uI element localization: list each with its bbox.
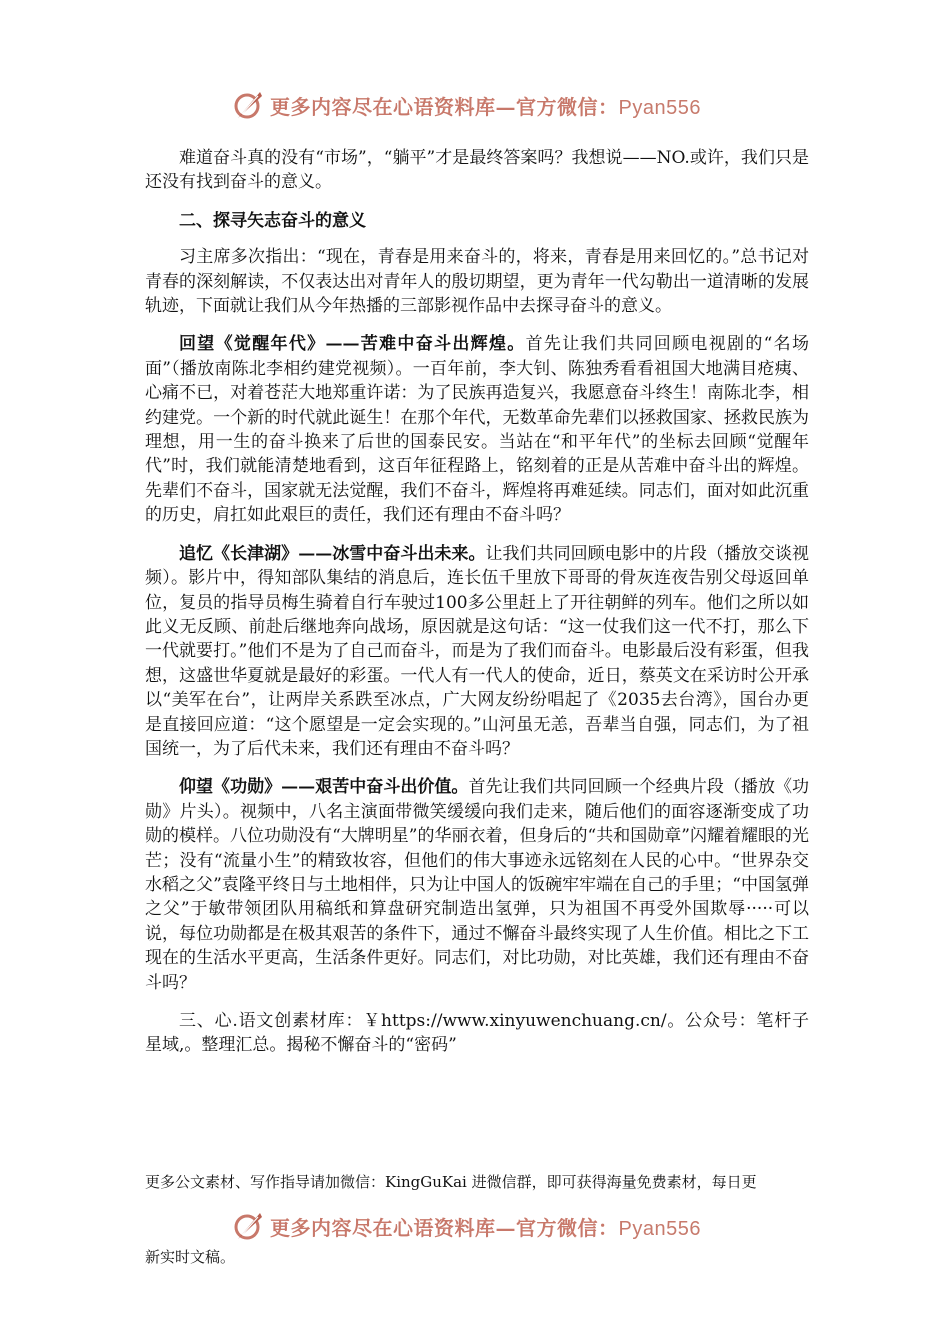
paragraph: 难道奋斗真的没有“市场”，“躺平”才是最终答案吗？我想说——NO.或许，我们只是还没有找到奋斗的意义。 xyxy=(145,148,809,193)
watermark-text: 更多内容尽在心语资料库—官方微信： xyxy=(270,94,619,119)
watermark-header xyxy=(232,87,701,123)
paragraph: 习主席多次指出：“现在，青春是用来奋斗的，将来，青春是用来回忆的。”总书记对青春的深刻解读，不仅表达出对青年人的殷切期望，更为青年一代勾勒出一道清晰的发展轨迹，下面就让我们从今年热播的三部影视作品中去探寻奋斗的意义。 xyxy=(145,247,809,317)
quill-logo-icon xyxy=(232,1209,266,1243)
watermark-footer xyxy=(232,1208,701,1244)
paragraph xyxy=(145,332,809,527)
document-body xyxy=(145,146,809,1072)
watermark-text: 更多内容尽在心语资料库—官方微信： xyxy=(270,1215,619,1240)
paragraph-text: 首先让我们共同回顾一个经典片段（播放《功勋》片头）。视频中，八名主演面带微笑缓缓向我们走来，随后他们的面容逐渐变成了功勋的模样。八位功勋没有“大牌明星”的华丽衣着，但身后的“共和国勋章”闪耀着耀眼的光芒；没有“流量小生”的精致妆容，但他们的伟大事迹永远铭刻在人民的心中。“世界杂交水稻之父”袁隆平终日与土地相伴，只为让中国人的饭碗牢牢端在自己的手里；“中国氢弹之父”于敏带领团队用稿纸和算盘研究制造出氢弹，只为祖国不再受外国欺辱·····可以说，每位功勋都是在极其艰苦的条件下，通过不懈奋斗最终实现了人生价值。相比之下工现在的生活水平更高，生活条件更好。同志们，对比功勋，对比英雄，我们还有理由不奋斗吗？ xyxy=(145,777,810,993)
watermark-wechat-id: Pyan556 xyxy=(618,1217,701,1240)
watermark-wechat-id: Pyan556 xyxy=(618,96,701,119)
paragraph-lead: 仰望《功勋》——艰苦中奋斗出价值。 xyxy=(179,777,469,798)
footer-note: 更多公文素材、写作指导请加微信：KingGuKai 进微信群，即可获得海量免费素材，每日更 xyxy=(145,1173,757,1191)
paragraph-lead: 追忆《长津湖》——冰雪中奋斗出未来。 xyxy=(179,543,486,564)
paragraph: 三、心.语文创素材库：￥https://www.xinyuwenchuang.cn/。公众号：笔杆子星域,。整理汇总。揭秘不懈奋斗的“密码” xyxy=(145,1011,809,1056)
section-heading: 二、探寻矢志奋斗的意义 xyxy=(179,210,366,231)
paragraph xyxy=(145,775,809,995)
paragraph-text: 让我们共同回顾电影中的片段（播放交谈视频）。影片中，得知部队集结的消息后，连长伍千里放下哥哥的骨灰连夜告别父母返回单位，复员的指导员梅生骑着自行车驶过100多公里赶上了开往朝鲜的列车。他们之所以如此义无反顾、前赴后继地奔向战场，原因就是这句话：“这一仗我们这一代不打，那么下一代就要打。”他们不是为了自己而奋斗，而是为了我们而奋斗。电影最后没有彩蛋，但我想，这盛世华夏就是最好的彩蛋。一代人有一代人的使命，近日，蔡英文在采访时公开承以“美军在台”，让两岸关系跌至冰点，广大网友纷纷唱起了《2035去台湾》，国台办更是直接回应道：“这个愿望是一定会实现的。”山河虽无恙，吾辈当自强，同志们，为了祖国统一，为了后代未来，我们还有理由不奋斗吗？ xyxy=(145,543,810,759)
footer-note-tail: 新实时文稿。 xyxy=(145,1248,236,1266)
paragraph-lead: 回望《觉醒年代》——苦难中奋斗出辉煌。 xyxy=(179,334,526,355)
quill-logo-icon xyxy=(232,88,266,122)
paragraph-text: 首先让我们共同回顾电视剧的“名场面”（播放南陈北李相约建党视频）。一百年前，李大钊、陈独秀看看祖国大地满目疮痍、心痛不已，对着苍茫大地郑重许诺：为了民族再造复兴，我愿意奋斗终生！南陈北李，相约建党。一个新的时代就此诞生！在那个年代，无数革命先辈们以拯救国家、拯救民族为理想，用一生的奋斗换来了后世的国泰民安。当站在“和平年代”的坐标去回顾“觉醒年代”时，我们就能清楚地看到，这百年征程路上，铭刻着的正是从苦难中奋斗出的辉煌。先辈们不奋斗，国家就无法觉醒，我们不奋斗，辉煌将再难延续。同志们，面对如此沉重的历史，肩扛如此艰巨的责任，我们还有理由不奋斗吗？ xyxy=(145,334,809,526)
paragraph xyxy=(145,542,809,762)
